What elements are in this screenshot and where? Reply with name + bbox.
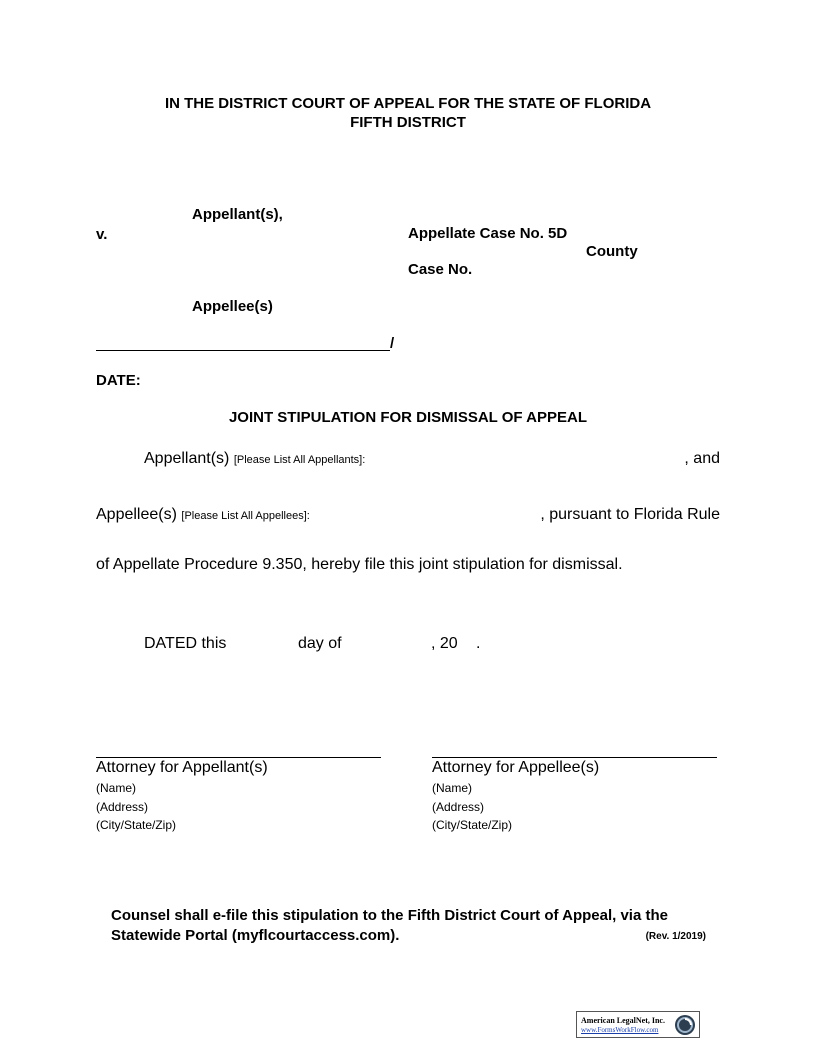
day-of: day of xyxy=(298,635,342,652)
appellants-label: Appellant(s), xyxy=(192,206,283,223)
pursuant-text: , pursuant to Florida Rule xyxy=(540,506,720,523)
appellants-prefix: Appellant(s) xyxy=(144,450,230,467)
caption-underline xyxy=(96,350,390,351)
appellee-attorney-title: Attorney for Appellee(s) xyxy=(432,759,600,776)
and-text: , and xyxy=(684,450,720,467)
appellants-line xyxy=(144,450,365,468)
vendor-badge xyxy=(576,1011,700,1038)
vendor-site-link[interactable]: www.FormsWorkFlow.com xyxy=(581,1026,659,1034)
appellee-attorney-signature-line xyxy=(432,757,717,758)
appellant-attorney-title: Attorney for Appellant(s) xyxy=(96,759,268,776)
appellant-attorney-signature-line xyxy=(96,757,381,758)
district-heading: FIFTH DISTRICT xyxy=(350,114,466,131)
dated-period: . xyxy=(476,635,481,652)
dated-this: DATED this xyxy=(144,635,227,652)
appellant-attorney-name: (Name) xyxy=(96,781,137,795)
lower-case-no-label: Case No. xyxy=(408,261,473,278)
vendor-company: American LegalNet, Inc. xyxy=(581,1016,665,1025)
court-heading: IN THE DISTRICT COURT OF APPEAL FOR THE STATE OF FLORIDA xyxy=(164,95,652,112)
date-label: DATE: xyxy=(96,372,141,389)
county-label: County xyxy=(586,243,638,260)
appellees-prefix: Appellee(s) xyxy=(96,506,177,523)
appellee-attorney-address: (Address) xyxy=(432,800,485,814)
appellee-attorney-name: (Name) xyxy=(432,781,473,795)
efile-instruction-line2: Statewide Portal (myflcourtaccess.com). xyxy=(111,927,400,944)
appellant-attorney-address: (Address) xyxy=(96,800,149,814)
rule-line: of Appellate Procedure 9.350, hereby file this joint stipulation for dismissal. xyxy=(96,556,623,573)
year-prefix: , 20 xyxy=(431,635,458,652)
revision-label: (Rev. 1/2019) xyxy=(645,931,706,942)
appellees-line xyxy=(96,506,310,524)
appellants-hint: [Please List All Appellants]: xyxy=(233,454,366,466)
vendor-logo-icon xyxy=(674,1014,696,1036)
caption-slash: / xyxy=(390,335,395,352)
appellant-attorney-city: (City/State/Zip) xyxy=(96,818,177,832)
appellees-label: Appellee(s) xyxy=(192,298,273,315)
appellees-hint: [Please List All Appellees]: xyxy=(181,510,310,522)
appellate-case-no-label: Appellate Case No. 5D xyxy=(408,225,568,242)
efile-instruction-line1: Counsel shall e-file this stipulation to the Fifth District Court of Appeal, via the xyxy=(111,907,668,924)
appellee-attorney-city: (City/State/Zip) xyxy=(432,818,513,832)
document-title: JOINT STIPULATION FOR DISMISSAL OF APPEAL xyxy=(228,409,588,426)
versus-label: v. xyxy=(96,226,108,243)
